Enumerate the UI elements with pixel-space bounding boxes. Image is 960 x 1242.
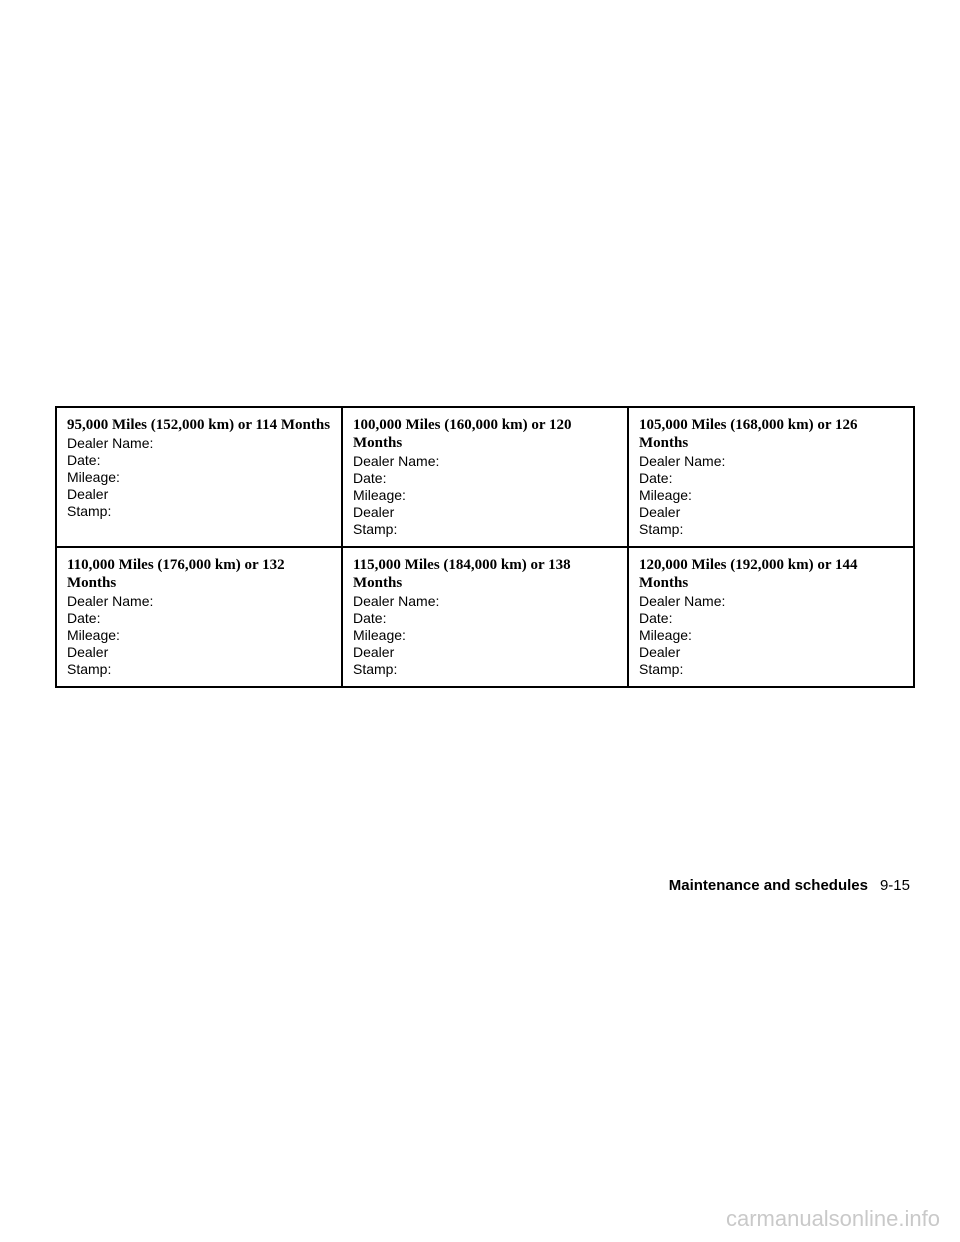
date-label: Date: <box>67 452 101 468</box>
mileage-label: Mileage: <box>639 627 692 643</box>
interval-heading: 105,000 Miles (168,000 km) or 126 Months <box>639 417 858 451</box>
mileage-label: Mileage: <box>67 627 120 643</box>
maintenance-record-cell <box>628 547 914 687</box>
mileage-label: Mileage: <box>639 487 692 503</box>
stamp-label: Stamp: <box>639 521 684 537</box>
maintenance-record-cell <box>56 407 342 547</box>
date-label: Date: <box>639 470 673 486</box>
maintenance-record-cell <box>56 547 342 687</box>
dealer-name-label: Dealer Name: <box>67 593 154 609</box>
dealer-label: Dealer <box>353 644 395 660</box>
dealer-label: Dealer <box>639 504 681 520</box>
dealer-name-label: Dealer Name: <box>639 593 726 609</box>
page-footer <box>669 876 910 896</box>
interval-heading: 95,000 Miles (152,000 km) or 114 Months <box>67 417 331 433</box>
maintenance-record-cell <box>342 547 628 687</box>
interval-heading: 120,000 Miles (192,000 km) or 144 Months <box>639 557 858 591</box>
section-title: Maintenance and schedules <box>668 877 868 894</box>
date-label: Date: <box>353 470 387 486</box>
stamp-label: Stamp: <box>67 503 112 519</box>
dealer-label: Dealer <box>353 504 395 520</box>
maintenance-record-cell <box>628 407 914 547</box>
maintenance-record-cell <box>342 407 628 547</box>
maintenance-record-table <box>55 406 915 688</box>
mileage-label: Mileage: <box>353 627 406 643</box>
interval-heading: 115,000 Miles (184,000 km) or 138 Months <box>353 557 571 591</box>
interval-heading: 100,000 Miles (160,000 km) or 120 Months <box>353 417 572 451</box>
mileage-label: Mileage: <box>353 487 406 503</box>
dealer-name-label: Dealer Name: <box>353 593 440 609</box>
dealer-label: Dealer <box>639 644 681 660</box>
date-label: Date: <box>639 610 673 626</box>
dealer-name-label: Dealer Name: <box>67 435 154 451</box>
stamp-label: Stamp: <box>353 521 398 537</box>
watermark: carmanualsonline.info <box>725 1206 940 1231</box>
date-label: Date: <box>67 610 101 626</box>
stamp-label: Stamp: <box>67 661 112 677</box>
stamp-label: Stamp: <box>353 661 398 677</box>
dealer-label: Dealer <box>67 486 109 502</box>
stamp-label: Stamp: <box>639 661 684 677</box>
date-label: Date: <box>353 610 387 626</box>
interval-heading: 110,000 Miles (176,000 km) or 132 Months <box>67 557 285 591</box>
mileage-label: Mileage: <box>67 469 120 485</box>
dealer-name-label: Dealer Name: <box>353 453 440 469</box>
dealer-name-label: Dealer Name: <box>639 453 726 469</box>
page-number: 9-15 <box>879 877 910 894</box>
table-row <box>56 547 914 687</box>
dealer-label: Dealer <box>67 644 109 660</box>
table-row <box>56 407 914 547</box>
